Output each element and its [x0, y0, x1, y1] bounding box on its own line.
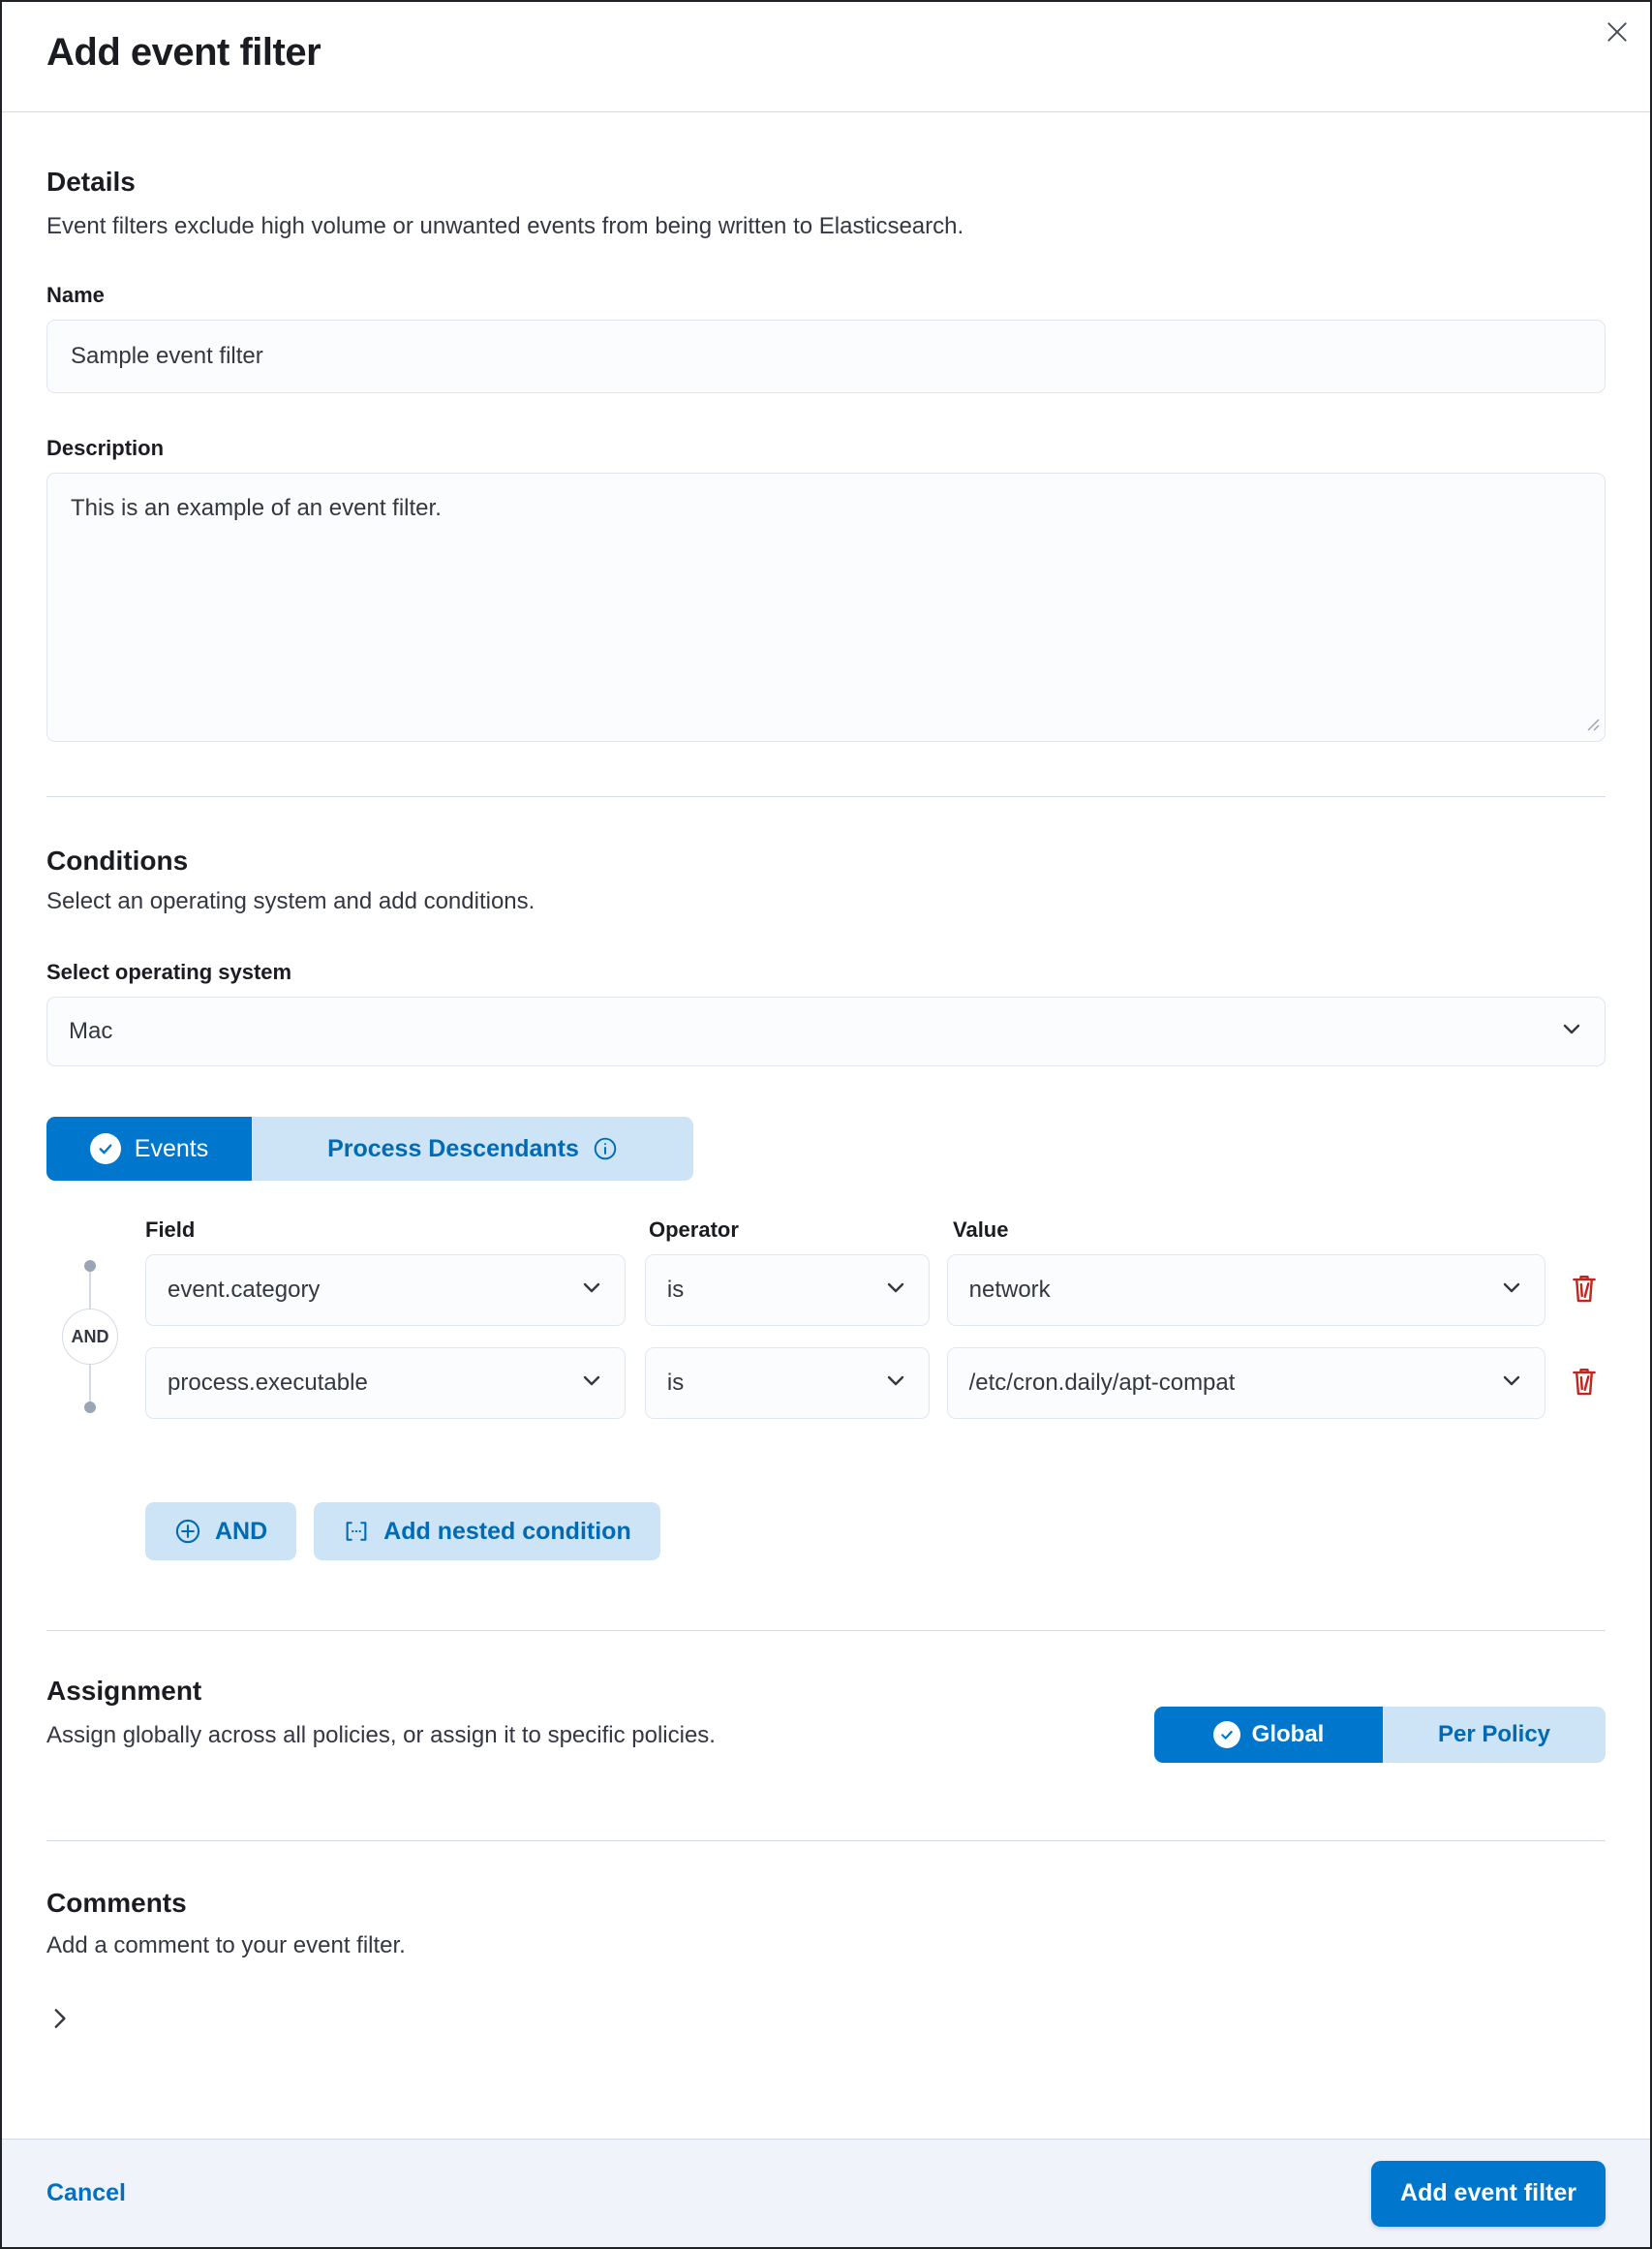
description-textarea[interactable]	[46, 473, 1606, 742]
assignment-section	[46, 1676, 1606, 1763]
modal-header	[2, 2, 1650, 112]
check-icon	[90, 1133, 121, 1164]
chevron-down-icon	[1500, 1369, 1523, 1399]
operator-select-row1-value: is	[666, 1277, 685, 1303]
close-button[interactable]	[1598, 14, 1637, 52]
chevron-down-icon	[884, 1276, 907, 1306]
add-and-condition-button[interactable]	[145, 1502, 296, 1560]
details-heading: Details	[46, 167, 136, 197]
conditions-description: Select an operating system and add conditions.	[46, 888, 535, 914]
details-description: Event filters exclude high volume or unwanted events from being written to Elasticsearch.	[46, 213, 964, 239]
section-divider	[46, 1630, 1606, 1631]
modal-body	[2, 112, 1650, 2139]
tab-events-label: Events	[134, 1134, 209, 1162]
trash-icon	[1568, 1366, 1601, 1402]
operator-select-row1[interactable]	[645, 1254, 930, 1326]
chevron-right-icon	[46, 2006, 72, 2034]
comments-heading: Comments	[46, 1888, 187, 1918]
comments-expand-button[interactable]	[46, 2002, 81, 2037]
tab-events[interactable]	[46, 1117, 252, 1181]
value-select-row1-value: network	[968, 1277, 1051, 1303]
connector-dot-top	[84, 1260, 96, 1272]
plus-circle-icon	[174, 1518, 201, 1545]
conditions-heading: Conditions	[46, 846, 189, 876]
info-icon	[593, 1136, 618, 1161]
chevron-down-icon	[884, 1369, 907, 1399]
value-select-row2[interactable]	[947, 1347, 1546, 1419]
chevron-down-icon	[580, 1276, 603, 1306]
assignment-toggle	[1154, 1707, 1606, 1763]
add-nested-condition-label: Add nested condition	[383, 1517, 631, 1545]
delete-condition-row2-button[interactable]	[1563, 1362, 1606, 1404]
textarea-resize-handle[interactable]	[1584, 716, 1600, 736]
section-divider	[46, 796, 1606, 797]
modal-title: Add event filter	[46, 31, 321, 74]
value-select-row1[interactable]	[947, 1254, 1546, 1326]
field-column-label: Field	[145, 1217, 196, 1242]
connector-dot-bottom	[84, 1402, 96, 1413]
delete-condition-row1-button[interactable]	[1563, 1269, 1606, 1311]
condition-row-1	[145, 1254, 1606, 1326]
cancel-button[interactable]: Cancel	[46, 2179, 126, 2206]
chevron-down-icon	[580, 1369, 603, 1399]
builder-actions	[145, 1502, 1606, 1560]
os-select-label: Select operating system	[46, 960, 292, 984]
operator-column-label: Operator	[649, 1217, 739, 1242]
comments-description: Add a comment to your event filter.	[46, 1932, 406, 1958]
check-icon	[1213, 1721, 1240, 1748]
add-and-condition-label: AND	[215, 1517, 268, 1545]
connector-and-badge: AND	[62, 1309, 118, 1365]
condition-type-tabs	[46, 1117, 693, 1181]
add-event-filter-button[interactable]: Add event filter	[1371, 2161, 1606, 2227]
add-nested-condition-button[interactable]	[314, 1502, 660, 1560]
per-policy-toggle-button[interactable]	[1383, 1707, 1606, 1763]
name-label: Name	[46, 283, 105, 307]
value-column-label: Value	[953, 1217, 1009, 1242]
chevron-down-icon	[1500, 1276, 1523, 1306]
assignment-text	[46, 1676, 716, 1749]
section-divider	[46, 1840, 1606, 1841]
condition-column-labels	[46, 1217, 1606, 1243]
assignment-description: Assign globally across all policies, or assign it to specific policies.	[46, 1722, 716, 1748]
close-icon	[1605, 19, 1630, 47]
nested-icon	[343, 1518, 370, 1545]
trash-icon	[1568, 1273, 1601, 1309]
assignment-heading: Assignment	[46, 1676, 202, 1706]
global-toggle-label: Global	[1251, 1721, 1325, 1747]
description-label: Description	[46, 436, 165, 460]
and-connector	[46, 1254, 145, 1419]
value-select-row2-value: /etc/cron.daily/apt-compat	[968, 1370, 1236, 1396]
operator-select-row2[interactable]	[645, 1347, 930, 1419]
field-select-row1[interactable]	[145, 1254, 626, 1326]
modal-footer	[2, 2139, 1650, 2247]
field-select-row2-value: process.executable	[168, 1370, 368, 1396]
name-input[interactable]	[46, 320, 1606, 393]
condition-row-2	[145, 1347, 1606, 1419]
field-select-row1-value: event.category	[168, 1277, 321, 1303]
tab-process-descendants-label: Process Descendants	[327, 1134, 579, 1162]
os-select[interactable]	[46, 997, 1606, 1066]
tab-process-descendants[interactable]	[252, 1117, 693, 1181]
field-select-row2[interactable]	[145, 1347, 626, 1419]
per-policy-toggle-label: Per Policy	[1437, 1721, 1551, 1747]
global-toggle-button[interactable]	[1154, 1707, 1383, 1763]
os-select-value: Mac	[69, 1018, 113, 1044]
condition-rows	[46, 1254, 1606, 1419]
operator-select-row2-value: is	[666, 1370, 685, 1396]
chevron-down-icon	[1560, 1017, 1583, 1047]
